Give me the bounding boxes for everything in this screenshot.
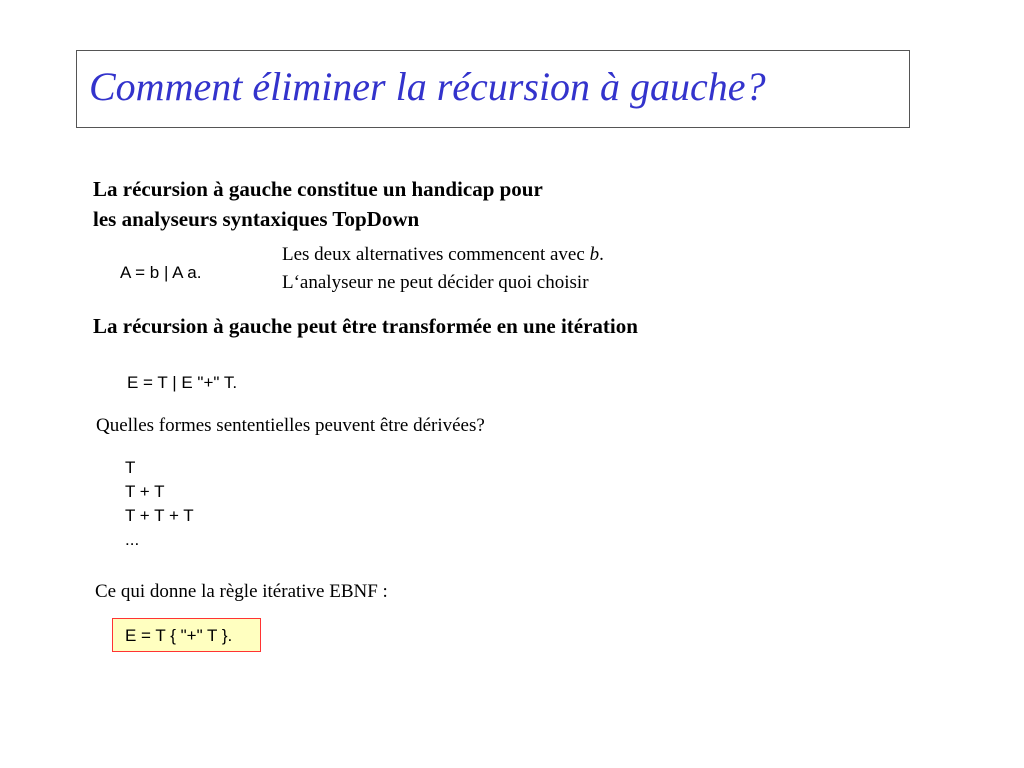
note-line-1-prefix: Les deux alternatives commencent avec	[282, 244, 590, 265]
derivation-item: T + T + T	[125, 506, 194, 525]
ebnf-rule-box	[112, 618, 261, 652]
ebnf-rule: E = T { "+" T }.	[125, 626, 233, 645]
note-line-1-variable: b	[589, 244, 600, 265]
note-line-1	[282, 244, 604, 266]
derivation-item: ...	[125, 530, 140, 549]
intro-line-2: les analyseurs syntaxiques TopDown	[93, 207, 420, 231]
slide-title: Comment éliminer la récursion à gauche?	[89, 64, 766, 109]
left-recursive-rule: A = b | A a.	[120, 263, 202, 282]
conclusion-text: Ce qui donne la règle itérative EBNF :	[95, 581, 388, 602]
expression-rule: E = T | E "+" T.	[127, 373, 238, 392]
note-line-2: L‘analyseur ne peut décider quoi choisir	[282, 272, 589, 293]
note-line-1-suffix: .	[599, 244, 604, 265]
section-heading-iteration: La récursion à gauche peut être transformée en une itération	[93, 314, 638, 338]
derivation-item: T + T	[125, 482, 165, 501]
intro-line-1: La récursion à gauche constitue un handicap pour	[93, 177, 543, 201]
derivation-item: T	[125, 458, 136, 477]
derivation-question: Quelles formes sententielles peuvent être dérivées?	[96, 415, 485, 436]
title-box	[76, 50, 910, 128]
